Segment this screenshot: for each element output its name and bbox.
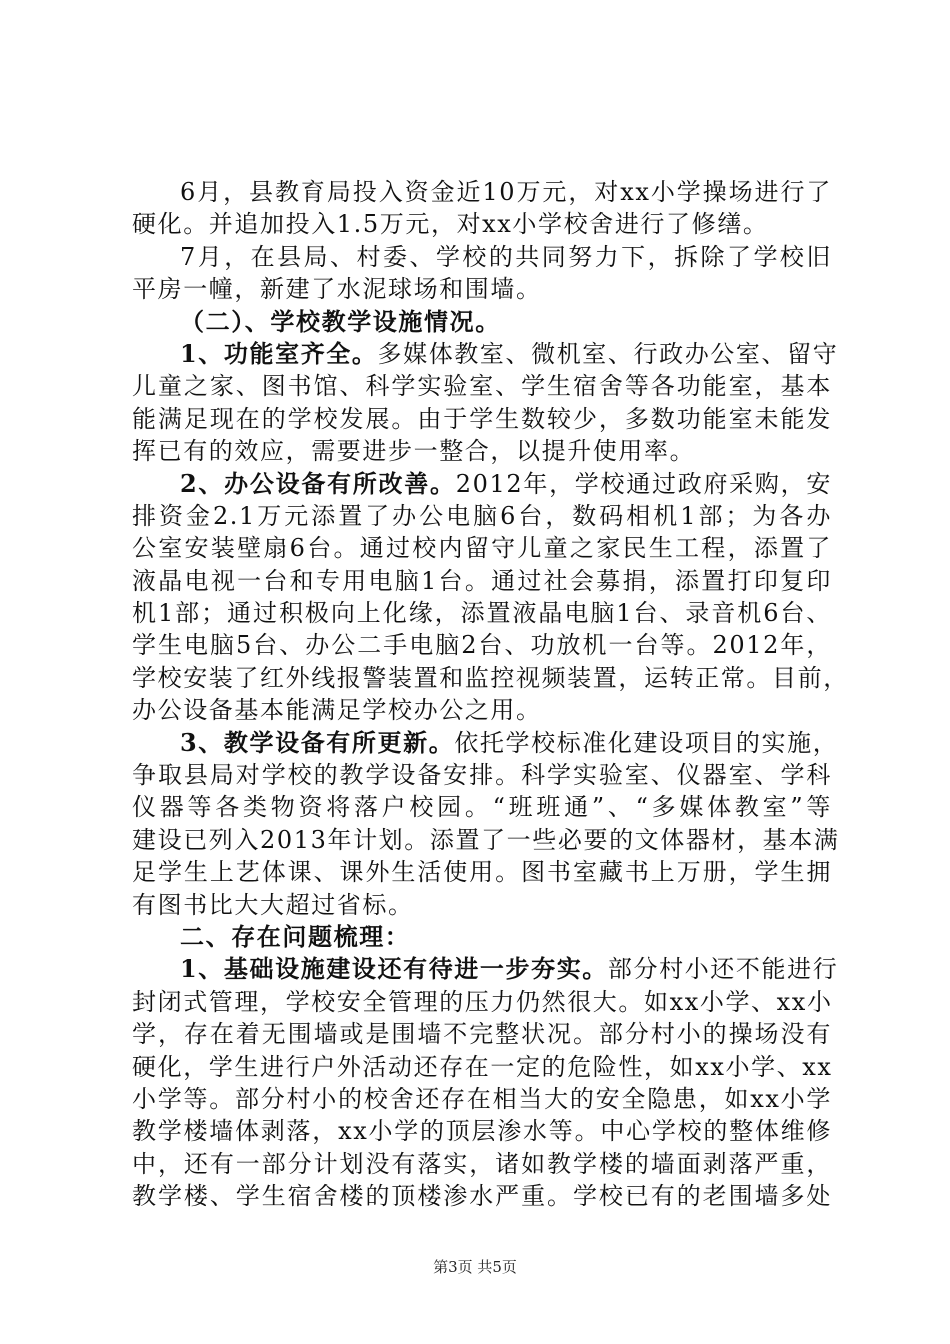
section-heading: 二、存在问题梳理： — [180, 921, 411, 951]
text-line: 仪器等各类物资将落户校园。“班班通”、“多媒体教室”等 — [132, 793, 832, 822]
text-line: 公室安装壁扇6台。通过校内留守儿童之家民生工程，添置了 — [132, 534, 832, 563]
text-line: 1、基础设施建设还有待进一步夯实。部分村小还不能进行 — [180, 954, 839, 984]
text-line: 教学楼、学生宿舍楼的顶楼渗水严重。学校已有的老围墙多处 — [132, 1182, 832, 1211]
page-footer — [0, 1256, 950, 1277]
text-line: 办公设备基本能满足学校办公之用。 — [132, 696, 542, 725]
page-number: 第3页 共5页 — [433, 1258, 517, 1276]
text-line: 液晶电视一台和专用电脑1台。通过社会募捐，添置打印复印 — [132, 566, 832, 595]
text-line: 儿童之家、图书馆、科学实验室、学生宿舍等各功能室，基本 — [132, 372, 832, 401]
text-line: 中，还有一部分计划没有落实，诸如教学楼的墙面剥落严重， — [132, 1149, 832, 1178]
text-line: 2、办公设备有所改善。2012年，学校通过政府采购，安 — [180, 468, 832, 498]
text-line: 机1部；通过积极向上化缘，添置液晶电脑1台、录音机6台、 — [132, 599, 832, 628]
text-line: 封闭式管理，学校安全管理的压力仍然很大。如xx小学、xx小 — [132, 987, 833, 1016]
text-line: 足学生上艺体课、课外生活使用。图书室藏书上万册，学生拥 — [132, 858, 832, 887]
text-line: 能满足现在的学校发展。由于学生数较少，多数功能室未能发 — [132, 404, 832, 433]
text-line: 小学等。部分村小的校舍还存在相当大的安全隐患，如xx小学 — [132, 1084, 832, 1113]
text-line: 有图书比大大超过省标。 — [132, 890, 414, 919]
text-line: 建设已列入2013年计划。添置了一些必要的文体器材，基本满 — [132, 825, 840, 854]
text-line: 平房一幢，新建了水泥球场和围墙。 — [132, 275, 542, 304]
text-line: 争取县局对学校的教学设备安排。科学实验室、仪器室、学科 — [132, 761, 832, 790]
text-line: 7月，在县局、村委、学校的共同努力下，拆除了学校旧 — [180, 242, 832, 271]
text-line: 1、功能室齐全。多媒体教室、微机室、行政办公室、留守 — [180, 338, 839, 368]
text-line: 挥已有的效应，需要进步一整合，以提升使用率。 — [132, 437, 696, 466]
text-line: 学生电脑5台、办公二手电脑2台、功放机一台等。2012年， — [132, 631, 832, 660]
text-line: 教学楼墙体剥落，xx小学的顶层渗水等。中心学校的整体维修 — [132, 1117, 832, 1146]
text-line: 排资金2.1万元添置了办公电脑6台，数码相机1部；为各办 — [132, 501, 832, 530]
document-body — [132, 176, 849, 1213]
section-heading: （二）、学校教学设施情况。 — [180, 306, 501, 336]
text-line: 学，存在着无围墙或是围墙不完整状况。部分村小的操场没有 — [132, 1020, 832, 1049]
text-line: 硬化，学生进行户外活动还存在一定的危险性，如xx小学、xx — [132, 1052, 833, 1081]
text-line: 硬化。并追加投入1.5万元，对xx小学校舍进行了修缮。 — [132, 210, 769, 239]
text-line: 6月，县教育局投入资金近10万元，对xx小学操场进行了 — [180, 178, 832, 206]
text-line: 3、教学设备有所更新。依托学校标准化建设项目的实施， — [180, 727, 839, 757]
text-line: 学校安装了红外线报警装置和监控视频装置，运转正常。目前， — [132, 663, 849, 692]
